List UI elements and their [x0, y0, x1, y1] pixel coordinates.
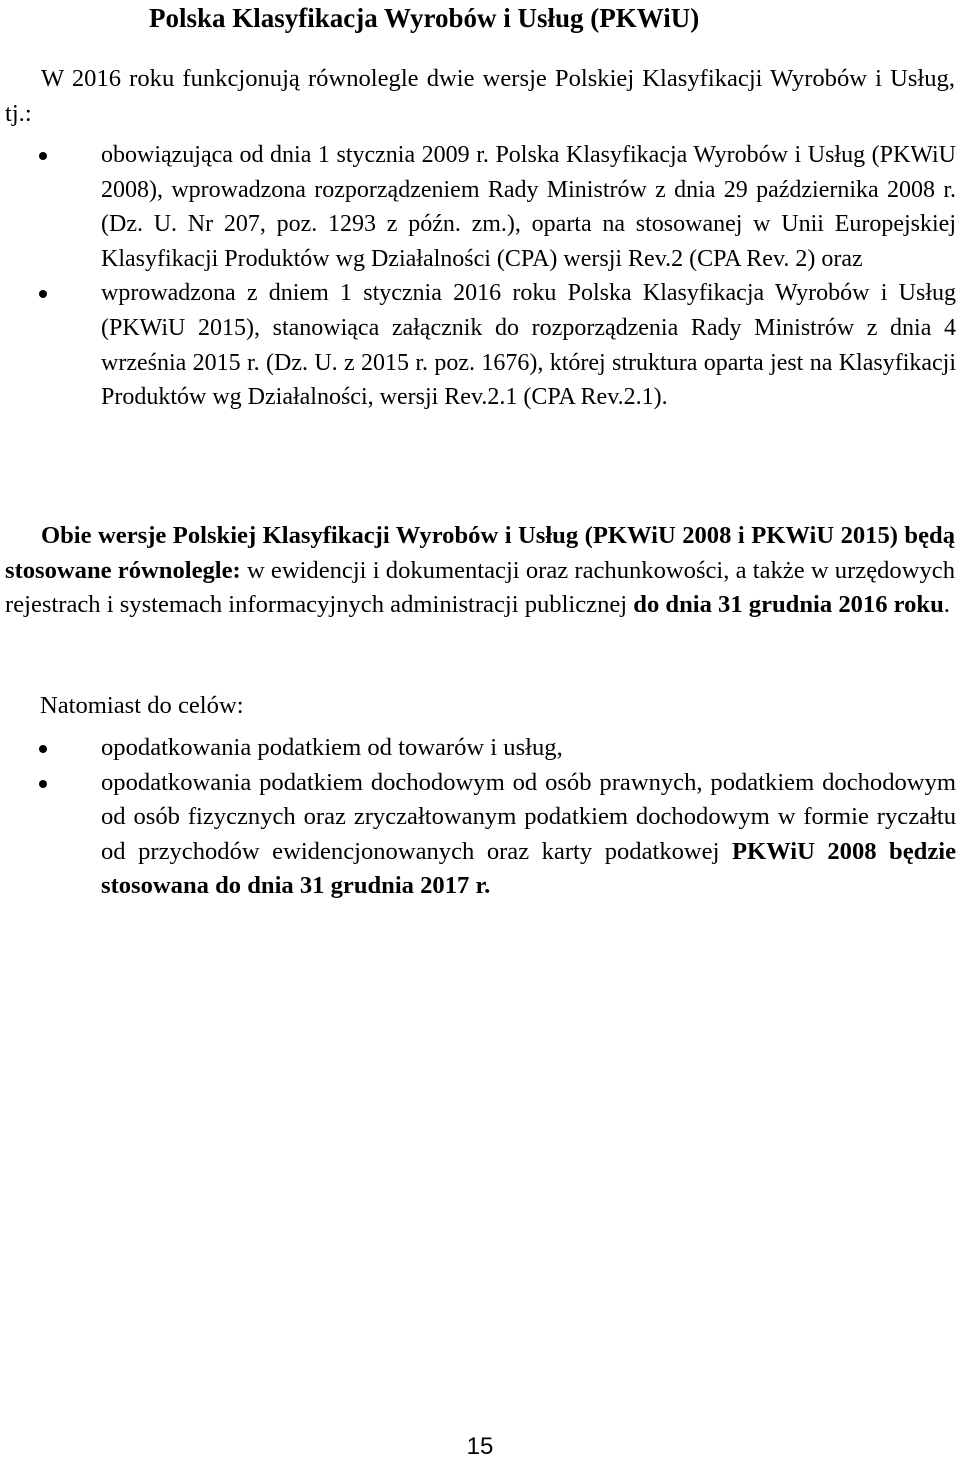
page-title: Polska Klasyfikacja Wyrobów i Usług (PKWiU): [149, 3, 700, 33]
parallel-bold-start: Obie wersje Polskiej Klasyfikacji Wyrobów i Usług (PKWiU 2008 i PKWiU 2015) będą stosowane równolegle:: [5, 522, 955, 584]
list-item: [0, 276, 956, 414]
parallel-middle: w ewidencji i dokumentacji oraz rachunkowości, a także w urzędowych rejestrach i systemach informacyjnych administracji publicznej: [5, 556, 955, 619]
list-item-text: obowiązująca od dnia 1 stycznia 2009 r. Polska Klasyfikacja Wyrobów i Usług (PKWiU 2008), wprowadzona rozporządzeniem Rady Ministrów z dnia 29 października 2008 r. (Dz. U. Nr 207, poz. 1293 z późn. zm.), oparta na stosowanej w Unii Europejskiej Klasyfikacji Produktów wg Działalności (CPA) wersji Rev.2 (CPA Rev. 2) oraz: [101, 142, 956, 272]
bullet-icon: [39, 745, 47, 753]
list-item: [0, 138, 956, 276]
purposes-lead: Natomiast do celów:: [40, 692, 244, 719]
list-item-text: opodatkowania podatkiem dochodowym od osób prawnych, podatkiem dochodowym od osób fizycznych oraz zryczałtowanym podatkiem dochodowym w formie ryczałtu od przychodów ewidencjonowanych oraz karty podatkowej: [101, 768, 956, 865]
bullet-icon: [39, 290, 47, 298]
purposes-list: [0, 731, 960, 904]
parallel-bold-end: do dnia 31 grudnia 2016 roku: [633, 591, 944, 619]
list-item-text: opodatkowania podatkiem od towarów i usług,: [101, 734, 563, 761]
intro-paragraph: [5, 62, 955, 131]
intro-text: W 2016 roku funkcjonują równolegle dwie wersje Polskiej Klasyfikacji Wyrobów i Usług, tj.:: [5, 65, 955, 127]
list-item-text: wprowadzona z dniem 1 stycznia 2016 roku Polska Klasyfikacja Wyrobów i Usług (PKWiU 2015), stanowiąca załącznik do rozporządzenia Rady Ministrów z dnia 4 września 2015 r. (Dz. U. z 2015 r. poz. 1676), której struktura oparta jest na Klasyfikacji Produktów wg Działalności, wersji Rev.2.1 (CPA Rev.2.1).: [101, 280, 956, 411]
parallel-end: .: [943, 591, 950, 619]
list-item: [0, 731, 956, 766]
list-item: [0, 766, 956, 904]
list-item-bold: PKWiU 2008 będzie stosowana do dnia 31 grudnia 2017 r.: [101, 837, 956, 900]
versions-list: [0, 138, 960, 415]
parallel-use-paragraph: [5, 519, 955, 623]
bullet-icon: [39, 152, 47, 160]
page-number: 15: [466, 1433, 494, 1460]
bullet-icon: [39, 780, 47, 788]
